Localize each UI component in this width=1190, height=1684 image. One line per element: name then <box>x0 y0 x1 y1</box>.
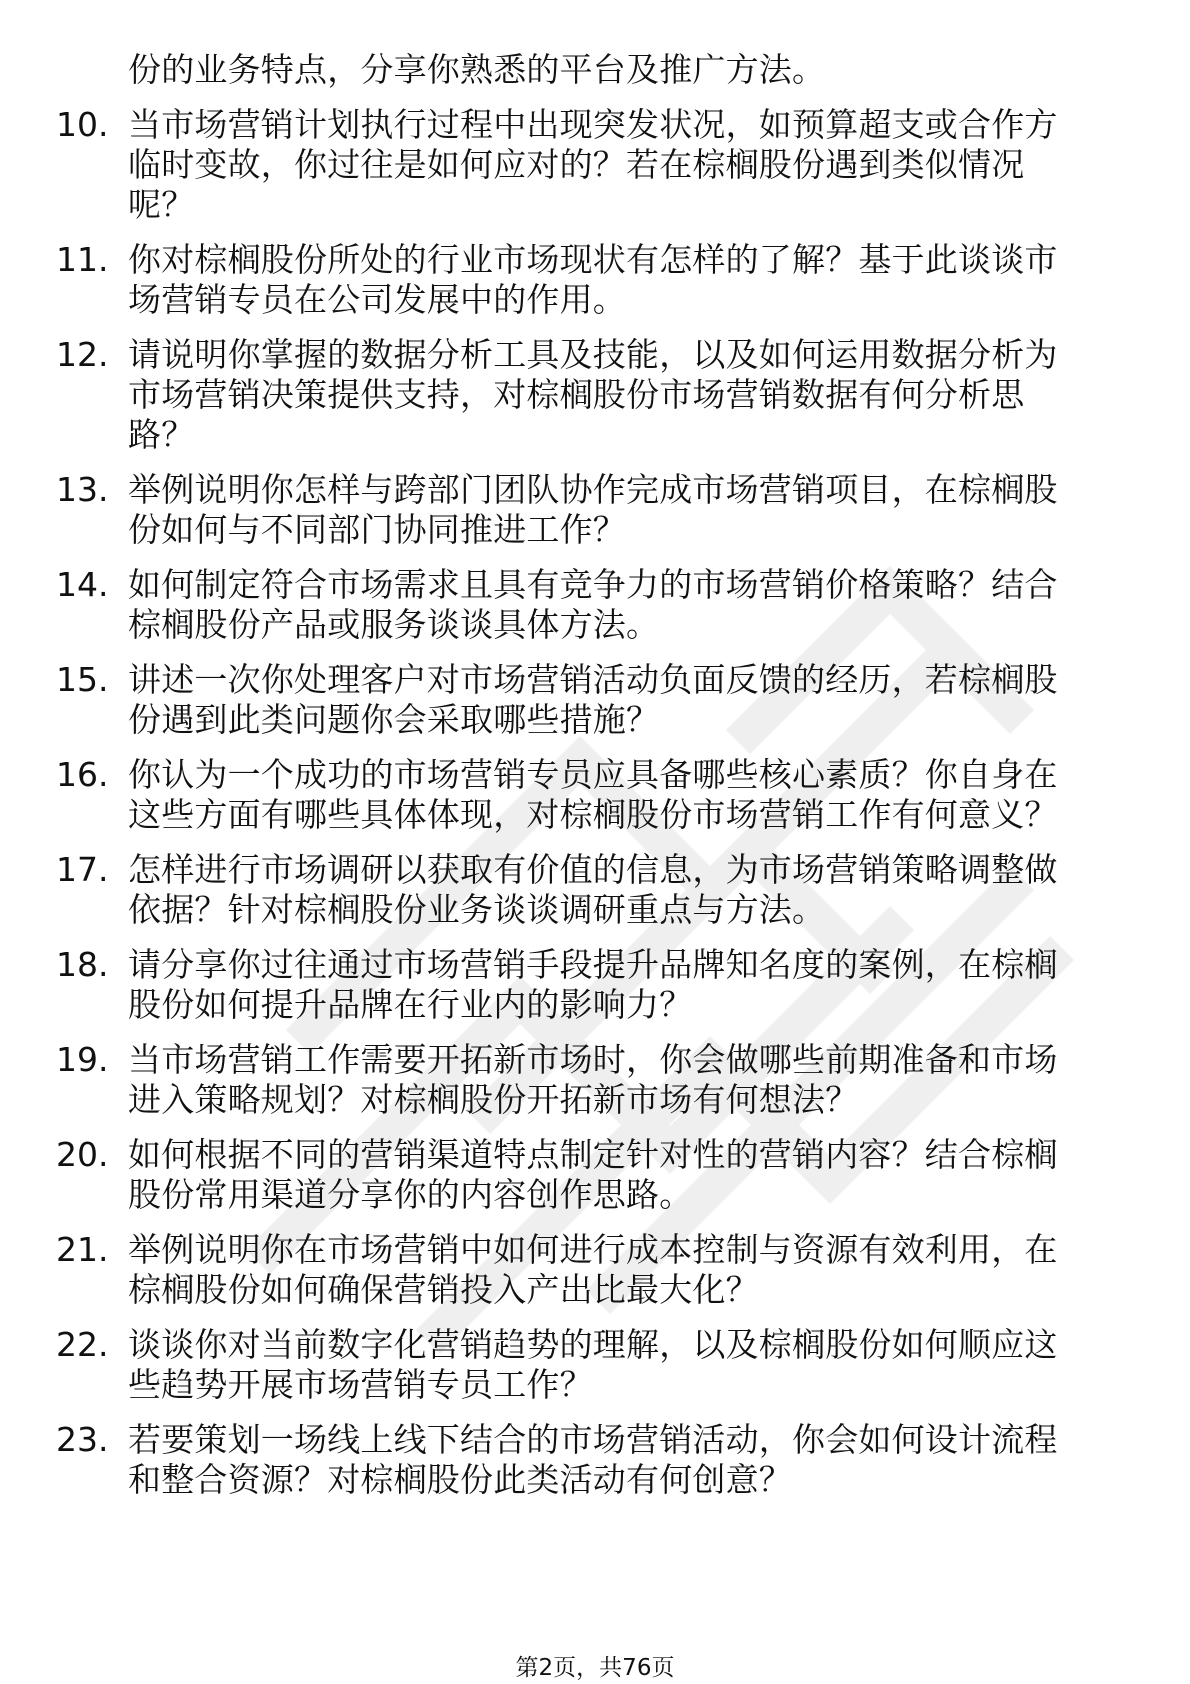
page-footer: 第2页，共76页 <box>515 1655 675 1681</box>
question-number: 19. <box>56 1040 109 1079</box>
question-text-line: 场营销专员在公司发展中的作用。 <box>128 280 626 319</box>
question-number: 21. <box>56 1230 109 1269</box>
question-text-line: 份遇到此类问题你会采取哪些措施？ <box>128 700 660 739</box>
question-text-line: 当市场营销工作需要开拓新市场时，你会做哪些前期准备和市场 <box>128 1040 1058 1079</box>
question-number: 12. <box>56 335 109 374</box>
question-number: 20. <box>56 1135 109 1174</box>
question-text-line: 份如何与不同部门协同推进工作？ <box>128 510 626 549</box>
question-text-line: 路？ <box>128 415 195 454</box>
question-text-line: 进入策略规划？对棕榈股份开拓新市场有何想法？ <box>128 1080 859 1119</box>
question-number: 14. <box>56 565 109 604</box>
question-text-line: 股份常用渠道分享你的内容创作思路。 <box>128 1175 693 1214</box>
continuation-line: 份的业务特点，分享你熟悉的平台及推广方法。 <box>128 50 826 89</box>
question-text-line: 讲述一次你处理客户对市场营销活动负面反馈的经历，若棕榈股 <box>128 660 1058 699</box>
question-text-line: 怎样进行市场调研以获取有价值的信息，为市场营销策略调整做 <box>128 850 1058 889</box>
question-number: 16. <box>56 755 109 794</box>
question-text-line: 你认为一个成功的市场营销专员应具备哪些核心素质？你自身在 <box>128 755 1058 794</box>
question-text-line: 如何制定符合市场需求且具有竞争力的市场营销价格策略？结合 <box>128 565 1058 604</box>
question-text-line: 呢？ <box>128 185 195 224</box>
question-text-line: 股份如何提升品牌在行业内的影响力？ <box>128 985 693 1024</box>
question-number: 17. <box>56 850 109 889</box>
question-text-line: 请分享你过往通过市场营销手段提升品牌知名度的案例，在棕榈 <box>128 945 1058 984</box>
question-number: 18. <box>56 945 109 984</box>
question-number: 22. <box>56 1325 109 1364</box>
question-text-line: 些趋势开展市场营销专员工作？ <box>128 1365 593 1404</box>
question-text-line: 你对棕榈股份所处的行业市场现状有怎样的了解？基于此谈谈市 <box>128 240 1058 279</box>
question-text-line: 举例说明你怎样与跨部门团队协作完成市场营销项目，在棕榈股 <box>128 470 1058 509</box>
question-text-line: 棕榈股份产品或服务谈谈具体方法。 <box>128 605 660 644</box>
question-number: 15. <box>56 660 109 699</box>
question-number: 23. <box>56 1420 109 1459</box>
question-text-line: 和整合资源？对棕榈股份此类活动有何创意？ <box>128 1460 792 1499</box>
question-text-line: 举例说明你在市场营销中如何进行成本控制与资源有效利用，在 <box>128 1230 1058 1269</box>
question-number: 10. <box>56 105 109 144</box>
question-text-line: 市场营销决策提供支持，对棕榈股份市场营销数据有何分析思 <box>128 375 1025 414</box>
question-text-line: 当市场营销计划执行过程中出现突发状况，如预算超支或合作方 <box>128 105 1058 144</box>
question-number: 13. <box>56 470 109 509</box>
question-text-line: 若要策划一场线上线下结合的市场营销活动，你会如何设计流程 <box>128 1420 1058 1459</box>
question-text-line: 如何根据不同的营销渠道特点制定针对性的营销内容？结合棕榈 <box>128 1135 1058 1174</box>
question-number: 11. <box>56 240 109 279</box>
question-text-line: 临时变故，你过往是如何应对的？若在棕榈股份遇到类似情况 <box>128 145 1025 184</box>
question-text-line: 依据？针对棕榈股份业务谈谈调研重点与方法。 <box>128 890 826 929</box>
question-text-line: 棕榈股份如何确保营销投入产出比最大化？ <box>128 1270 759 1309</box>
question-text-line: 请说明你掌握的数据分析工具及技能，以及如何运用数据分析为 <box>128 335 1058 374</box>
question-text-line: 谈谈你对当前数字化营销趋势的理解，以及棕榈股份如何顺应这 <box>128 1325 1058 1364</box>
question-text-line: 这些方面有哪些具体体现，对棕榈股份市场营销工作有何意义？ <box>128 795 1058 834</box>
